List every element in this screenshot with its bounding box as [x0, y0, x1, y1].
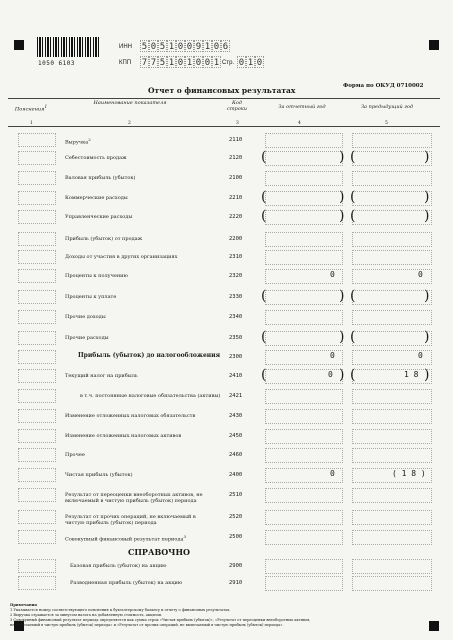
- open-paren: (: [261, 149, 267, 165]
- explanation-cell: [18, 331, 56, 345]
- inn-digit-cell: 5: [159, 42, 166, 52]
- close-paren: ): [424, 208, 430, 224]
- kpp-digit-cell: 7: [150, 58, 157, 68]
- open-paren: (: [261, 367, 267, 383]
- kpp-field: [140, 56, 221, 68]
- previous-year-value: 1 8: [404, 370, 419, 379]
- explanation-cell: [18, 269, 56, 283]
- row-label: Валовая прибыль (убыток): [65, 175, 136, 181]
- row-label: Совокупный финансовый результат периода$^3$: [65, 534, 186, 543]
- row-code: 2350: [229, 335, 243, 341]
- close-paren: ): [339, 288, 345, 304]
- barcode: [37, 37, 99, 57]
- previous-year-cell: [352, 409, 432, 424]
- page-digit-cell: 1: [247, 58, 254, 68]
- inn-label: ИНН: [119, 44, 132, 50]
- close-paren: ): [424, 189, 430, 205]
- reporting-year-cell: [265, 171, 343, 186]
- open-paren: (: [350, 329, 356, 345]
- row-code: 2100: [229, 175, 243, 181]
- open-paren: (: [261, 288, 267, 304]
- report-title: Отчет о финансовых результатах: [148, 86, 296, 95]
- row-code: 2900: [229, 563, 243, 569]
- inn-digit-cell: 6: [222, 42, 229, 52]
- barcode-number: 1050 6103: [38, 60, 76, 67]
- row-code: 2110: [229, 137, 243, 143]
- reporting-year-cell: [265, 191, 343, 206]
- inn-digit-cell: 0: [150, 42, 157, 52]
- kpp-digit-cell: 0: [195, 58, 202, 68]
- row-code: 2330: [229, 294, 243, 300]
- explanation-cell: [18, 290, 56, 304]
- explanation-cell: [18, 151, 56, 165]
- form-code: Форма по ОКУД 0710002: [343, 83, 424, 89]
- previous-year-cell: [352, 510, 432, 525]
- page-digit-cell: 0: [238, 58, 245, 68]
- explanation-cell: [18, 389, 56, 403]
- kpp-digit-cell: 0: [177, 58, 184, 68]
- inn-digit-cell: 9: [195, 42, 202, 52]
- previous-year-cell: [352, 310, 432, 325]
- reporting-year-value: 0: [328, 370, 333, 379]
- explanation-cell: [18, 488, 56, 502]
- row-code: 2120: [229, 155, 243, 161]
- row-label: Выручка$^2$: [65, 137, 91, 146]
- previous-year-value: 0: [418, 351, 423, 360]
- row-label: Прочие расходы: [65, 335, 109, 341]
- inn-digit-cell: 0: [186, 42, 193, 52]
- row-code: 2421: [229, 393, 243, 399]
- row-code: 2400: [229, 472, 243, 478]
- row-code: 2220: [229, 214, 243, 220]
- col-number-2: 2: [128, 121, 131, 126]
- reporting-year-cell: [265, 151, 343, 166]
- kpp-digit-cell: 1: [186, 58, 193, 68]
- kpp-digit-cell: 1: [168, 58, 175, 68]
- row-code: 2430: [229, 413, 243, 419]
- row-code: 2520: [229, 514, 243, 520]
- row-label: Проценты к получению: [65, 273, 128, 279]
- explanation-cell: [18, 250, 56, 264]
- previous-year-cell: [352, 576, 432, 591]
- page-label: Стр.: [222, 60, 235, 66]
- previous-year-cell: [352, 250, 432, 265]
- reporting-year-cell: [265, 331, 343, 346]
- explanation-cell: [18, 369, 56, 383]
- close-paren: ): [339, 189, 345, 205]
- notes-heading: Примечания: [10, 603, 37, 607]
- reporting-year-cell: [265, 448, 343, 463]
- reporting-year-value: 0: [330, 351, 335, 360]
- close-paren: ): [339, 208, 345, 224]
- explanation-cell: [18, 559, 56, 573]
- col-number-3: 3: [236, 121, 239, 126]
- reporting-year-cell: [265, 409, 343, 424]
- registration-mark: [429, 40, 439, 50]
- row-label: Управленческие расходы: [65, 214, 133, 220]
- inn-digit-cell: 1: [204, 42, 211, 52]
- kpp-digit-cell: 0: [204, 58, 211, 68]
- note-2: 2 Выручка отражается за минусом налога на добавленную стоимость, акцизов.: [10, 613, 163, 617]
- explanation-cell: [18, 232, 56, 246]
- close-paren: ): [424, 329, 430, 345]
- row-label: Прибыль (убыток) от продаж: [65, 236, 143, 242]
- row-code: 2460: [229, 452, 243, 458]
- table-header-border: [8, 126, 440, 127]
- reporting-year-cell: [265, 389, 343, 404]
- col-header-line-code: Код строки: [227, 100, 247, 112]
- kpp-digit-cell: 5: [159, 58, 166, 68]
- reporting-year-cell: [265, 290, 343, 305]
- inn-digit-cell: 5: [141, 42, 148, 52]
- row-label: Разводненная прибыль (убыток) на акцию: [70, 580, 183, 586]
- explanation-cell: [18, 429, 56, 443]
- previous-year-cell: [352, 369, 432, 384]
- reporting-year-cell: [265, 510, 343, 525]
- previous-year-value: 0: [418, 270, 423, 279]
- previous-year-cell: [352, 210, 432, 225]
- previous-year-cell: [352, 133, 432, 148]
- reporting-year-cell: [265, 576, 343, 591]
- open-paren: (: [350, 149, 356, 165]
- row-code: 2320: [229, 273, 243, 279]
- open-paren: (: [261, 329, 267, 345]
- table-top-border: [8, 98, 440, 99]
- explanation-cell: [18, 409, 56, 423]
- page-number-field: [237, 56, 264, 68]
- previous-year-cell: [352, 488, 432, 503]
- reporting-year-cell: [265, 133, 343, 148]
- previous-year-cell: [352, 530, 432, 545]
- close-paren: ): [339, 149, 345, 165]
- row-code: 2910: [229, 580, 243, 586]
- explanation-cell: [18, 530, 56, 544]
- note-3: 3 Совокупный финансовый результат периода определяется как сумма строк «Чистая прибыль (убыток)», «Результат от переоценки внеоборотных активов,: [10, 618, 311, 622]
- row-label: Изменение отложенных налоговых обязательств: [65, 413, 196, 419]
- previous-year-cell: [352, 429, 432, 444]
- explanation-cell: [18, 350, 56, 364]
- note-4: не включаемый в чистую прибыль (убыток) периода» и «Результат от прочих операций, не включаемый в чистую прибыль (убыток) периода».: [10, 623, 284, 627]
- col-number-1: 1: [30, 121, 33, 126]
- row-code: 2300: [229, 354, 243, 360]
- row-label: Текущий налог на прибыль: [65, 373, 138, 379]
- explanation-cell: [18, 510, 56, 524]
- previous-year-cell: [352, 448, 432, 463]
- row-label: Базовая прибыль (убыток) на акцию: [70, 563, 167, 569]
- open-paren: (: [350, 367, 356, 383]
- col-number-4: 4: [298, 121, 301, 126]
- row-label: Коммерческие расходы: [65, 195, 128, 201]
- previous-year-cell: [352, 171, 432, 186]
- row-label: Проценты к уплате: [65, 294, 117, 300]
- row-label: в т.ч. постоянные налоговые обязательства (активы): [80, 393, 221, 399]
- row-label: Доходы от участия в других организациях: [65, 254, 178, 260]
- reporting-year-value: 0: [330, 469, 335, 478]
- close-paren: ): [339, 329, 345, 345]
- row-label: Прочее: [65, 452, 85, 458]
- explanation-cell: [18, 448, 56, 462]
- reporting-year-cell: [265, 232, 343, 247]
- open-paren: (: [261, 208, 267, 224]
- col-header-explanations: Пояснения$^1$: [14, 104, 48, 113]
- row-code: 2200: [229, 236, 243, 242]
- kpp-digit-cell: 1: [213, 58, 220, 68]
- previous-year-cell: [352, 191, 432, 206]
- explanation-cell: [18, 210, 56, 224]
- row-code: 2210: [229, 195, 243, 201]
- row-code: 2450: [229, 433, 243, 439]
- explanation-cell: [18, 171, 56, 185]
- row-code: 2310: [229, 254, 243, 260]
- col-header-previous-year: За предыдущий год: [360, 104, 414, 110]
- inn-digit-cell: 1: [168, 42, 175, 52]
- kpp-label: КПП: [119, 60, 132, 66]
- explanation-cell: [18, 191, 56, 205]
- reporting-year-value: 0: [330, 270, 335, 279]
- previous-year-cell: [352, 290, 432, 305]
- note-1: 1 Указывается номер соответствующего пояснения к бухгалтерскому балансу и отчету о финансовых результатах.: [10, 608, 231, 612]
- explanation-cell: [18, 310, 56, 324]
- open-paren: (: [350, 208, 356, 224]
- row-label: Чистая прибыль (убыток): [65, 472, 133, 478]
- row-code: 2500: [229, 534, 243, 540]
- row-label: Себестоимость продаж: [65, 155, 127, 161]
- open-paren: (: [350, 189, 356, 205]
- kpp-digit-cell: 7: [141, 58, 148, 68]
- close-paren: ): [339, 367, 345, 383]
- row-label: Прочие доходы: [65, 314, 106, 320]
- col-number-5: 5: [385, 121, 388, 126]
- reporting-year-cell: [265, 559, 343, 574]
- previous-year-cell: [352, 331, 432, 346]
- close-paren: ): [424, 288, 430, 304]
- previous-year-cell: [352, 232, 432, 247]
- close-paren: ): [424, 149, 430, 165]
- row-label: Результат от прочих операций, не включаемый в чистую прибыль (убыток) периода: [65, 514, 196, 526]
- row-code: 2410: [229, 373, 243, 379]
- registration-mark: [14, 40, 24, 50]
- reporting-year-cell: [265, 530, 343, 545]
- reporting-year-cell: [265, 488, 343, 503]
- inn-field: [140, 40, 230, 52]
- row-code: 2510: [229, 492, 243, 498]
- reporting-year-cell: [265, 310, 343, 325]
- close-paren: ): [424, 367, 430, 383]
- reporting-year-cell: [265, 250, 343, 265]
- col-header-reporting-year: За отчетный год: [278, 104, 326, 110]
- reference-title: СПРАВОЧНО: [128, 547, 191, 557]
- reporting-year-cell: [265, 210, 343, 225]
- open-paren: (: [261, 189, 267, 205]
- explanation-cell: [18, 133, 56, 147]
- row-label: Результат от переоценки внеоборотных активов, не включаемый в чистую прибыль (убыток) периода: [65, 492, 203, 504]
- explanation-cell: [18, 576, 56, 590]
- inn-digit-cell: 0: [213, 42, 220, 52]
- inn-digit-cell: 0: [177, 42, 184, 52]
- previous-year-value: ( 1 8 ): [392, 469, 426, 478]
- row-label: Изменение отложенных налоговых активов: [65, 433, 182, 439]
- row-code: 2340: [229, 314, 243, 320]
- row-label: Прибыль (убыток) до налогообложения: [78, 352, 221, 359]
- reporting-year-cell: [265, 429, 343, 444]
- col-header-indicator: Наименование показателя: [93, 100, 167, 106]
- page-digit-cell: 0: [256, 58, 263, 68]
- previous-year-cell: [352, 151, 432, 166]
- explanation-cell: [18, 468, 56, 482]
- previous-year-cell: [352, 389, 432, 404]
- previous-year-cell: [352, 559, 432, 574]
- open-paren: (: [350, 288, 356, 304]
